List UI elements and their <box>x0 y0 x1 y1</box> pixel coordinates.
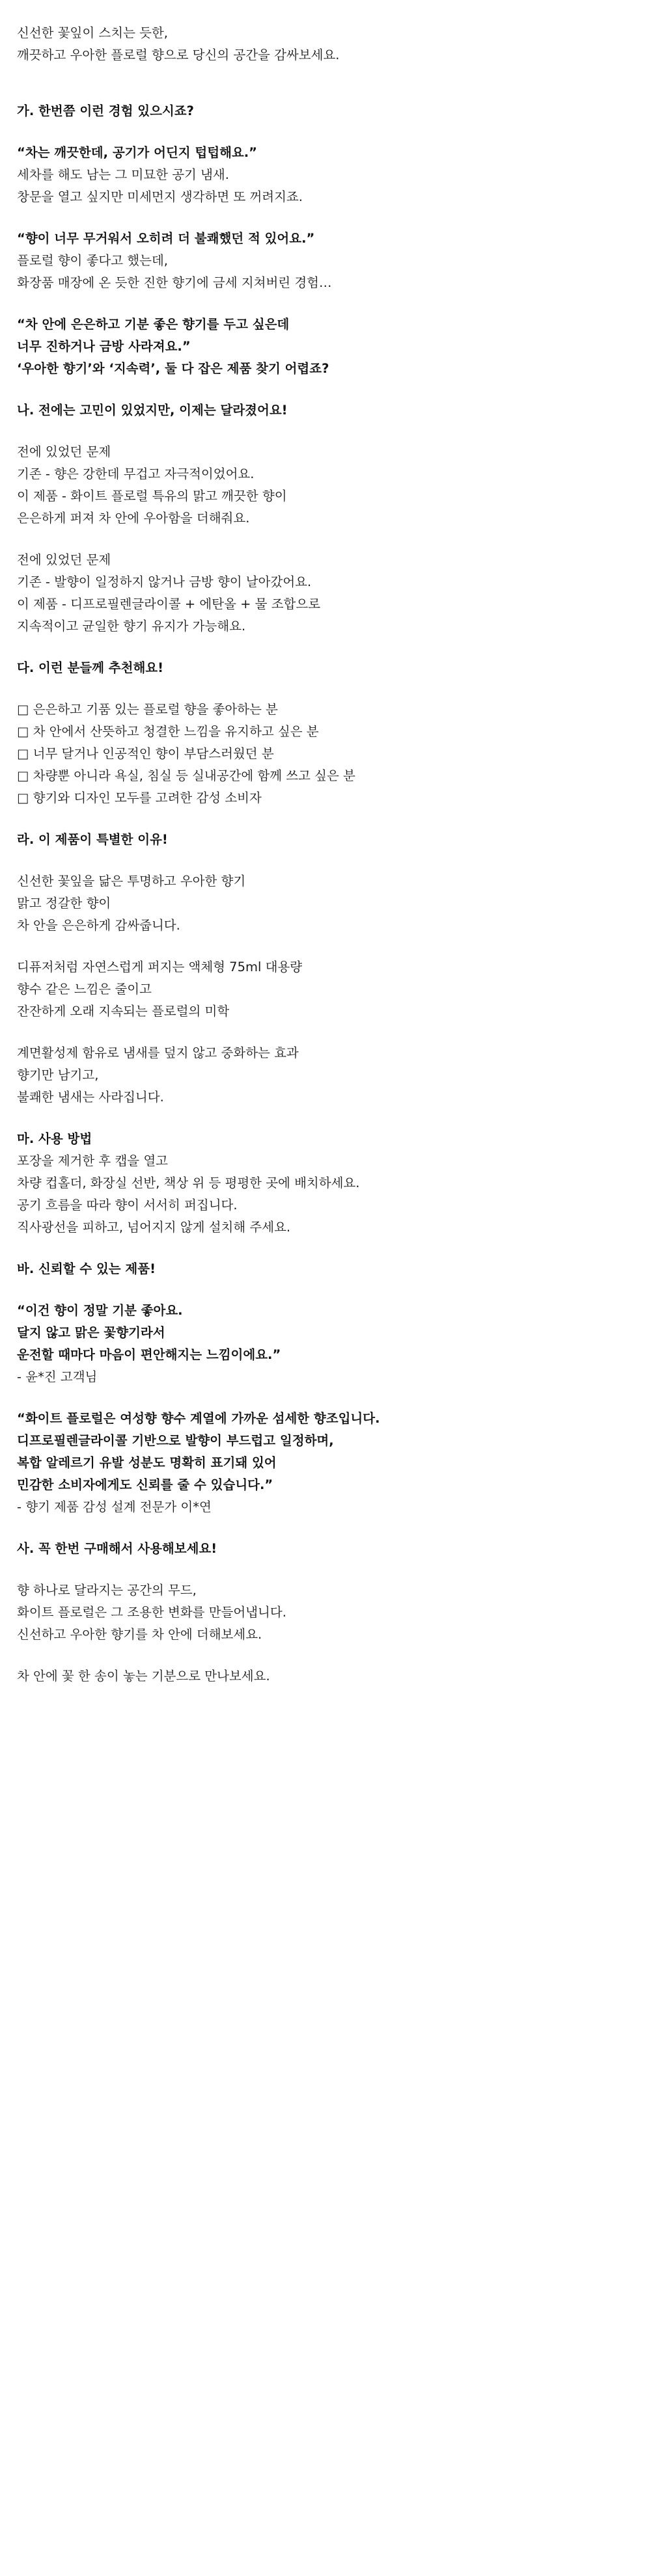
section-ra <box>17 829 634 851</box>
list-item: □ 차량뿐 아니라 욕실, 침실 등 실내공간에 함께 쓰고 싶은 분 <box>17 768 355 783</box>
testimonial-attribution: - 윤*진 고객님 <box>17 1369 98 1384</box>
customer-quote: 달지 않고 맑은 꽃향기라서 <box>17 1325 165 1340</box>
body-line: 기존 - 향은 강한데 무겁고 자극적이었어요. <box>17 466 255 481</box>
body-line: 계면활성제 함유로 냄새를 덮지 않고 중화하는 효과 <box>17 1045 299 1060</box>
section-ra-group-3 <box>17 1042 634 1108</box>
customer-quote: “차 안에 은은하고 기분 좋은 향기를 두고 싶은데 <box>17 317 290 332</box>
expert-quote: 디프로필렌글라이콜 기반으로 발향이 부드럽고 일정하며, <box>17 1433 334 1448</box>
section-heading: 가. 한번쯤 이런 경험 있으시죠? <box>17 103 194 118</box>
section-ra-group-2 <box>17 956 634 1023</box>
section-da <box>17 657 634 679</box>
section-na-group-1 <box>17 441 634 530</box>
list-item: □ 차 안에서 산뜻하고 청결한 느낌을 유지하고 싶은 분 <box>17 724 319 739</box>
section-heading: 마. 사용 방법 <box>17 1131 92 1146</box>
section-ba-testimonial-1 <box>17 1300 634 1388</box>
section-sa-closing <box>17 1665 634 1687</box>
section-na <box>17 399 634 422</box>
section-heading: 라. 이 제품이 특별한 이유! <box>17 832 168 847</box>
body-line: 향수 같은 느낌은 줄이고 <box>17 982 152 997</box>
expert-attribution: - 향기 제품 감성 설계 전문가 이*연 <box>17 1499 212 1514</box>
section-heading: 바. 신뢰할 수 있는 제품! <box>17 1261 156 1276</box>
expert-quote: 복합 알레르기 유발 성분도 명확히 표기돼 있어 <box>17 1455 277 1470</box>
customer-quote: 운전할 때마다 마음이 편안해지는 느낌이에요.” <box>17 1347 281 1362</box>
customer-quote: “이건 향이 정말 기분 좋아요. <box>17 1303 183 1318</box>
body-line: 은은하게 퍼져 차 안에 우아함을 더해줘요. <box>17 511 250 526</box>
body-line: 플로럴 향이 좋다고 했는데, <box>17 253 169 268</box>
section-ga-group-3 <box>17 314 634 380</box>
body-line: 전에 있었던 문제 <box>17 552 111 567</box>
closing-line: 차 안에 꽃 한 송이 놓는 기분으로 만나보세요. <box>17 1669 270 1684</box>
body-line: 이 제품 - 디프로필렌글라이콜 + 에탄올 + 물 조합으로 <box>17 597 321 611</box>
body-line: 창문을 열고 싶지만 미세먼지 생각하면 또 꺼려지죠. <box>17 189 303 204</box>
body-line: 화장품 매장에 온 듯한 진한 향기에 금세 지쳐버린 경험… <box>17 275 332 290</box>
customer-quote: 너무 진하거나 금방 사라져요.” <box>17 339 191 354</box>
section-da-bullets <box>17 699 634 809</box>
body-line: 이 제품 - 화이트 플로럴 특유의 맑고 깨끗한 향이 <box>17 489 287 503</box>
body-line: 향기만 남기고, <box>17 1067 99 1082</box>
body-line: 신선한 꽃잎을 닮은 투명하고 우아한 향기 <box>17 874 246 889</box>
section-ba <box>17 1258 634 1280</box>
section-ra-group-1 <box>17 870 634 937</box>
section-ma <box>17 1128 634 1239</box>
intro-block <box>17 22 634 66</box>
section-heading: 나. 전에는 고민이 있었지만, 이제는 달라졌어요! <box>17 403 288 418</box>
body-line: 향 하나로 달라지는 공간의 무드, <box>17 1583 197 1598</box>
body-line: 잔잔하게 오래 지속되는 플로럴의 미학 <box>17 1004 230 1019</box>
section-ba-testimonial-2 <box>17 1408 634 1518</box>
body-line: 화이트 플로럴은 그 조용한 변화를 만들어냅니다. <box>17 1605 286 1620</box>
body-line: 차량 컵홀더, 화장실 선반, 책상 위 등 평평한 곳에 배치하세요. <box>17 1175 360 1190</box>
section-ga-group-2 <box>17 228 634 294</box>
body-line: 맑고 정갈한 향이 <box>17 896 111 911</box>
body-line: 불쾌한 냄새는 사라집니다. <box>17 1090 164 1105</box>
intro-line: 깨끗하고 우아한 플로럴 향으로 당신의 공간을 감싸보세요. <box>17 47 340 62</box>
intro-line: 신선한 꽃잎이 스치는 듯한, <box>17 25 169 40</box>
customer-quote: ‘우아한 향기’와 ‘지속력’, 둘 다 잡은 제품 찾기 어렵죠? <box>17 361 329 376</box>
body-line: 지속적이고 균일한 향기 유지가 가능해요. <box>17 619 246 634</box>
spacer <box>17 86 634 100</box>
list-item: □ 은은하고 기품 있는 플로럴 향을 좋아하는 분 <box>17 702 278 717</box>
section-heading: 사. 꼭 한번 구매해서 사용해보세요! <box>17 1541 217 1556</box>
body-line: 포장을 제거한 후 캡을 열고 <box>17 1153 169 1168</box>
section-ga <box>17 100 634 122</box>
section-na-group-2 <box>17 549 634 637</box>
body-line: 직사광선을 피하고, 넘어지지 않게 설치해 주세요. <box>17 1220 291 1235</box>
expert-quote: 민감한 소비자에게도 신뢰를 줄 수 있습니다.” <box>17 1477 273 1492</box>
body-line: 기존 - 발향이 일정하지 않거나 금방 향이 날아갔어요. <box>17 574 312 589</box>
body-line: 디퓨저처럼 자연스럽게 퍼지는 액체형 75ml 대용량 <box>17 959 303 974</box>
body-line: 공기 흐름을 따라 향이 서서히 퍼집니다. <box>17 1198 238 1213</box>
section-ga-group-1 <box>17 142 634 208</box>
body-line: 차 안을 은은하게 감싸줍니다. <box>17 918 180 933</box>
expert-quote: “화이트 플로럴은 여성향 향수 계열에 가까운 섬세한 향조입니다. <box>17 1411 380 1426</box>
section-heading: 다. 이런 분들께 추천해요! <box>17 660 164 675</box>
list-item: □ 너무 달거나 인공적인 향이 부담스러웠던 분 <box>17 746 274 761</box>
list-item: □ 향기와 디자인 모두를 고려한 감성 소비자 <box>17 790 262 805</box>
section-sa-group-1 <box>17 1579 634 1646</box>
section-sa <box>17 1538 634 1560</box>
body-line: 세차를 해도 남는 그 미묘한 공기 냄새. <box>17 167 229 182</box>
customer-quote: “차는 깨끗한데, 공기가 어딘지 텁텁해요.” <box>17 145 257 160</box>
body-line: 신선하고 우아한 향기를 차 안에 더해보세요. <box>17 1627 262 1642</box>
customer-quote: “향이 너무 무거워서 오히려 더 불쾌했던 적 있어요.” <box>17 231 315 246</box>
body-line: 전에 있었던 문제 <box>17 444 111 459</box>
